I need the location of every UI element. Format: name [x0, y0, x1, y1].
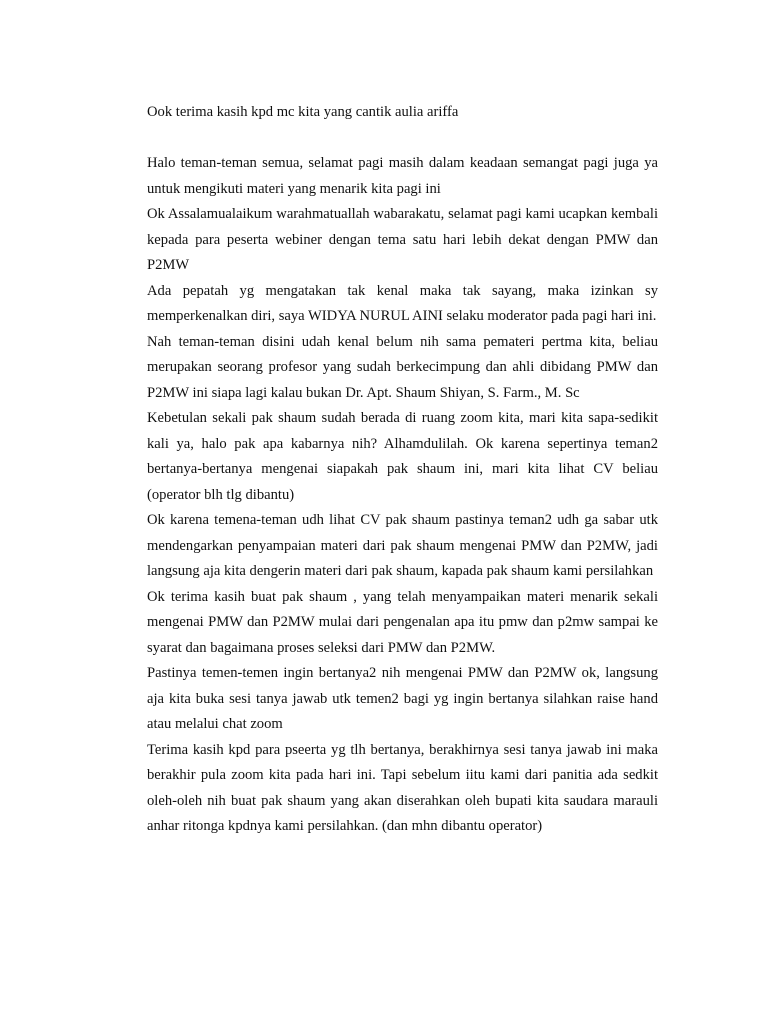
paragraph-thank-speaker: Ok terima kasih buat pak shaum , yang telah menyampaikan materi menarik sekali mengenai PMW dan P2MW mulai dari pengenalan apa itu pmw dan p2mw sampai ke syarat dan bagaimana proses seleksi dari PMW dan P2MW. — [147, 588, 658, 656]
paragraph-introduction: Ada pepatah yg mengatakan tak kenal maka tak sayang, maka izinkan sy memperkenalkan diri, saya WIDYA NURUL AINI selaku moderator pada pagi hari ini. — [147, 282, 658, 324]
paragraph-spacer — [147, 126, 658, 152]
paragraph-opening: Ok Assalamualaikum warahmatuallah wabarakatu, selamat pagi kami ucapkan kembali kepada para peserta webiner dengan tema satu hari lebih dekat dengan PMW dan P2MW — [147, 206, 658, 273]
paragraph-greet-speaker: Kebetulan sekali pak shaum sudah berada di ruang zoom kita, mari kita sapa-sedikit kali ya, halo pak apa kabarnya nih? Alhamdulilah. Ok karena sepertinya teman2 bertanya-bertanya mengenai siapakah pak shaum ini, mari kita lihat CV beliau (operator blh tlg dibantu) — [147, 410, 658, 503]
paragraph-speaker-intro: Nah teman-teman disini udah kenal belum nih sama pemateri pertma kita, beliau merupakan seorang profesor yang sudah berkecimpung dan ahli dibidang PMW dan P2MW ini siapa lagi kalau bukan Dr. Apt. Shaum Shiyan, S. Farm., M. Sc — [147, 333, 658, 401]
paragraph-greeting: Halo teman-teman semua, selamat pagi masih dalam keadaan semangat pagi juga ya untuk mengikuti materi yang menarik kita pagi ini — [147, 155, 658, 197]
paragraph-closing: Terima kasih kpd para pseerta yg tlh bertanya, berakhirnya sesi tanya jawab ini maka berakhir pula zoom kita pada hari ini. Tapi sebelum iitu kami dari panitia ada sedkit oleh-oleh nih buat pak shaum yang akan diserahkan oleh bupati kita saudara marauli anhar ritonga kpdnya kami persilahkan. (dan mhn dibantu operator) — [147, 741, 658, 834]
document-body — [147, 100, 658, 840]
paragraph-thanks-mc: Ook terima kasih kpd mc kita yang cantik aulia ariffa — [147, 104, 459, 120]
paragraph-invite-speaker: Ok karena temena-teman udh lihat CV pak shaum pastinya teman2 udh ga sabar utk mendengarkan penyampaian materi dari pak shaum mengenai PMW dan P2MW, jadi langsung aja kita dengerin materi dari pak shaum, kapada pak shaum kami persilahkan — [147, 512, 658, 579]
paragraph-qa-session: Pastinya temen-temen ingin bertanya2 nih mengenai PMW dan P2MW ok, langsung aja kita buka sesi tanya jawab utk temen2 bagi yg ingin bertanya silahkan raise hand atau melalui chat zoom — [147, 665, 658, 732]
